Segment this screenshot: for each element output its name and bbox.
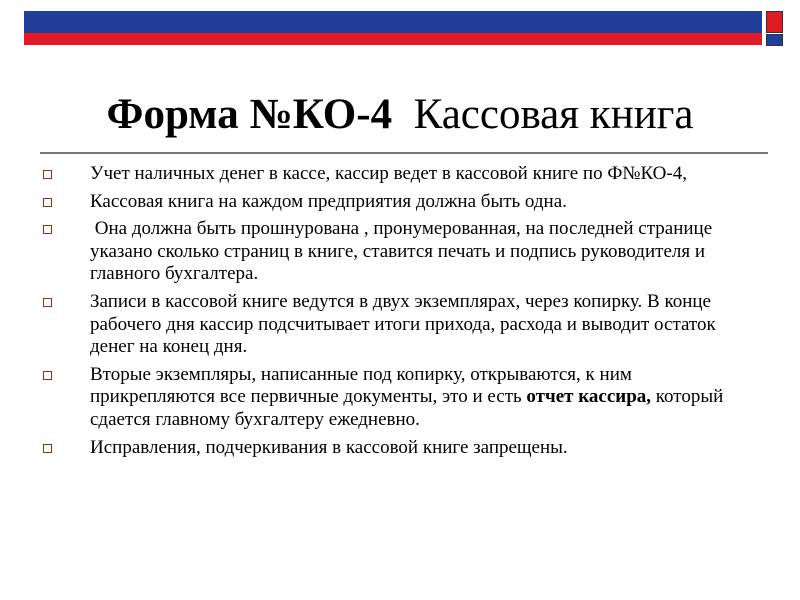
- bullet-text: Учет наличных денег в кассе, кассир ведет в кассовой книге по Ф№КО-4,: [90, 163, 687, 184]
- bullet-item: [43, 291, 758, 359]
- bullet-item: [43, 163, 758, 186]
- title-book-name: Кассовая книга: [413, 91, 694, 138]
- square-bullet-icon: [43, 170, 52, 179]
- bullet-text: Она должна быть прошнурована , пронумерованная, на последней странице указано сколько страниц в книге, ставится печать и подпись руководителя и главного бухгалтера.: [90, 218, 717, 285]
- bullet-text-before: Вторые экземпляры, написанные под копирку, открываются, к ним прикрепляются все первичные документы, это и есть: [90, 363, 632, 408]
- bullet-text: Записи в кассовой книге ведутся в двух экземплярах, через копирку. В конце рабочего дня кассир подсчитывает итоги прихода, расхода и выводит остаток денег на конец дня.: [90, 290, 716, 358]
- bullet-list: [43, 163, 758, 464]
- square-bullet-icon: [43, 298, 52, 307]
- bullet-item: [43, 218, 758, 286]
- bullet-bold-term: отчет кассира,: [526, 386, 652, 408]
- title-form-number: Форма №КО-4: [106, 91, 393, 138]
- bullet-item: [43, 437, 758, 460]
- bullet-text: Исправления, подчеркивания в кассовой книге запрещены.: [90, 436, 568, 458]
- corner-blue-square: [766, 34, 783, 46]
- square-bullet-icon: [43, 198, 52, 207]
- top-blue-bar: [24, 11, 762, 33]
- bullet-text-after: который сдается главному бухгалтеру ежедневно.: [90, 386, 724, 430]
- slide-title: [0, 90, 800, 139]
- title-divider: [40, 152, 768, 154]
- bullet-item: [43, 364, 758, 432]
- square-bullet-icon: [43, 371, 52, 380]
- top-red-bar: [24, 33, 762, 45]
- square-bullet-icon: [43, 225, 52, 234]
- bullet-text: Кассовая книга на каждом предприятия должна быть одна.: [90, 190, 567, 212]
- corner-red-square: [766, 11, 783, 33]
- bullet-item: [43, 191, 758, 214]
- square-bullet-icon: [43, 444, 52, 453]
